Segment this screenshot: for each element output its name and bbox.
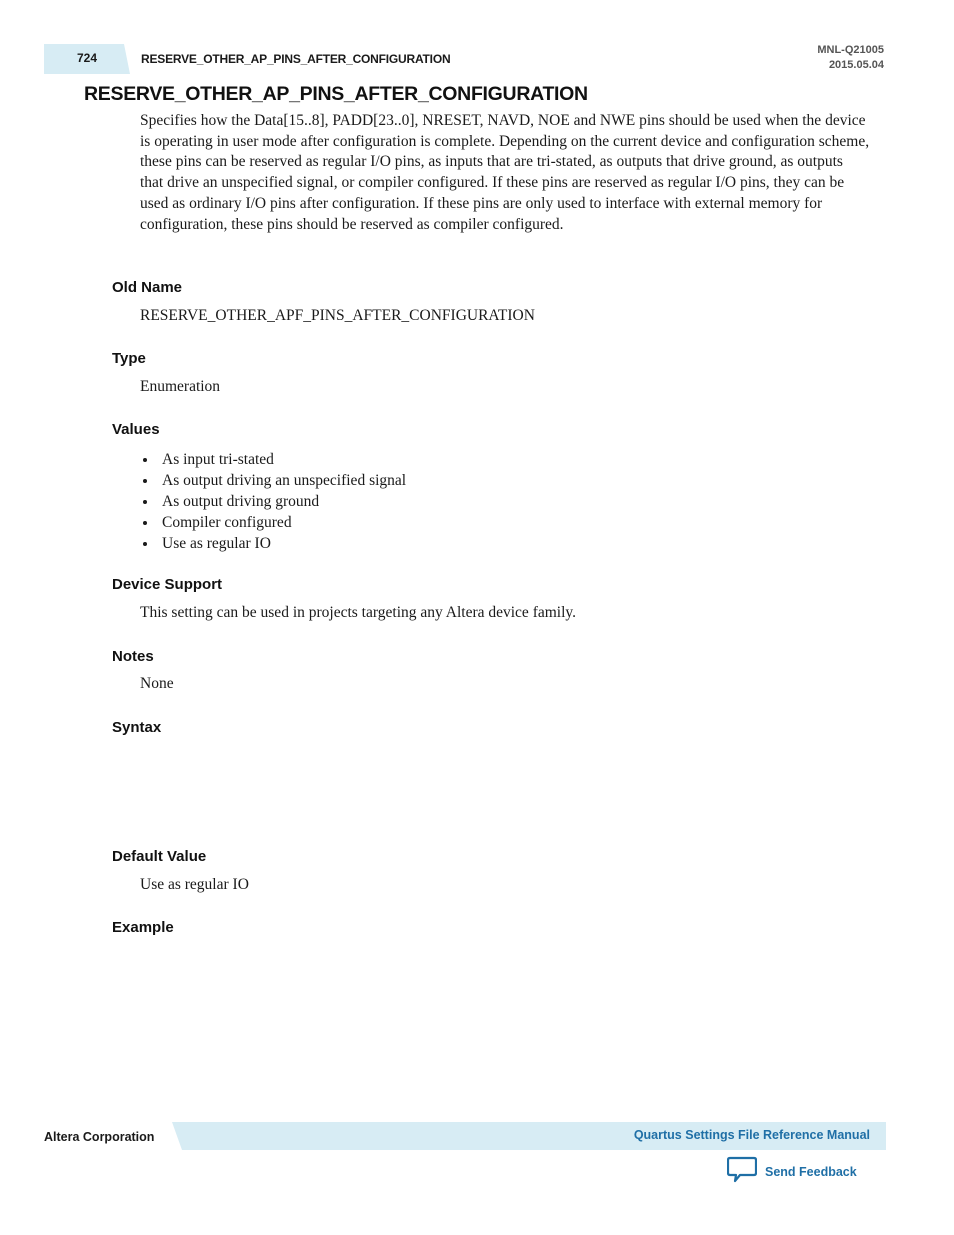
doc-id: MNL-Q21005: [817, 44, 884, 56]
doc-info: [817, 43, 884, 73]
send-feedback-label: Send Feedback: [765, 1165, 857, 1179]
device-support-heading: Device Support: [112, 576, 223, 593]
default-value-text: Use as regular IO: [140, 876, 249, 893]
page-title: RESERVE_OTHER_AP_PINS_AFTER_CONFIGURATION: [84, 83, 588, 105]
old-name-value: RESERVE_OTHER_APF_PINS_AFTER_CONFIGURATION: [140, 307, 535, 324]
send-feedback-link[interactable]: [727, 1158, 857, 1186]
page-number: 724: [76, 51, 98, 65]
speech-bubble-icon: [727, 1156, 757, 1189]
description: Specifies how the Data[15..8], PADD[23..0], NRESET, NAVD, NOE and NWE pins should be used when the device is operating in user mode after configuration is complete. Depending on the current device and configuration scheme, these pins can be reserved as regular I/O pins, as inputs that are tri-stated, as outputs that drive ground, as outputs that drive an unspecified signal, or compiler configured. If these pins are reserved as regular I/O pins, they can be used as ordinary I/O pins after configuration. If these pins are only used to interface with external memory for configuration, these pins should be reserved as compiler configured.: [140, 112, 870, 233]
type-value: Enumeration: [140, 378, 221, 395]
values-list: [140, 449, 406, 554]
list-item: As output driving an unspecified signal: [140, 470, 406, 491]
list-item: As output driving ground: [140, 491, 406, 512]
doc-date: 2015.05.04: [828, 59, 884, 71]
footer-manual-link[interactable]: Quartus Settings File Reference Manual: [633, 1128, 870, 1142]
example-heading: Example: [112, 919, 174, 936]
values-heading: Values: [112, 421, 160, 438]
footer-company: Altera Corporation: [44, 1130, 155, 1144]
notes-heading: Notes: [112, 648, 154, 665]
type-heading: Type: [112, 350, 146, 367]
old-name-heading: Old Name: [112, 279, 183, 296]
list-item: Use as regular IO: [140, 533, 406, 554]
default-value-heading: Default Value: [112, 848, 207, 865]
device-support-text: This setting can be used in projects targeting any Altera device family.: [140, 604, 577, 621]
running-title: RESERVE_OTHER_AP_PINS_AFTER_CONFIGURATION: [141, 52, 451, 66]
notes-text: None: [140, 675, 174, 692]
list-item: As input tri-stated: [140, 449, 406, 470]
syntax-heading: Syntax: [112, 719, 162, 736]
list-item: Compiler configured: [140, 512, 406, 533]
